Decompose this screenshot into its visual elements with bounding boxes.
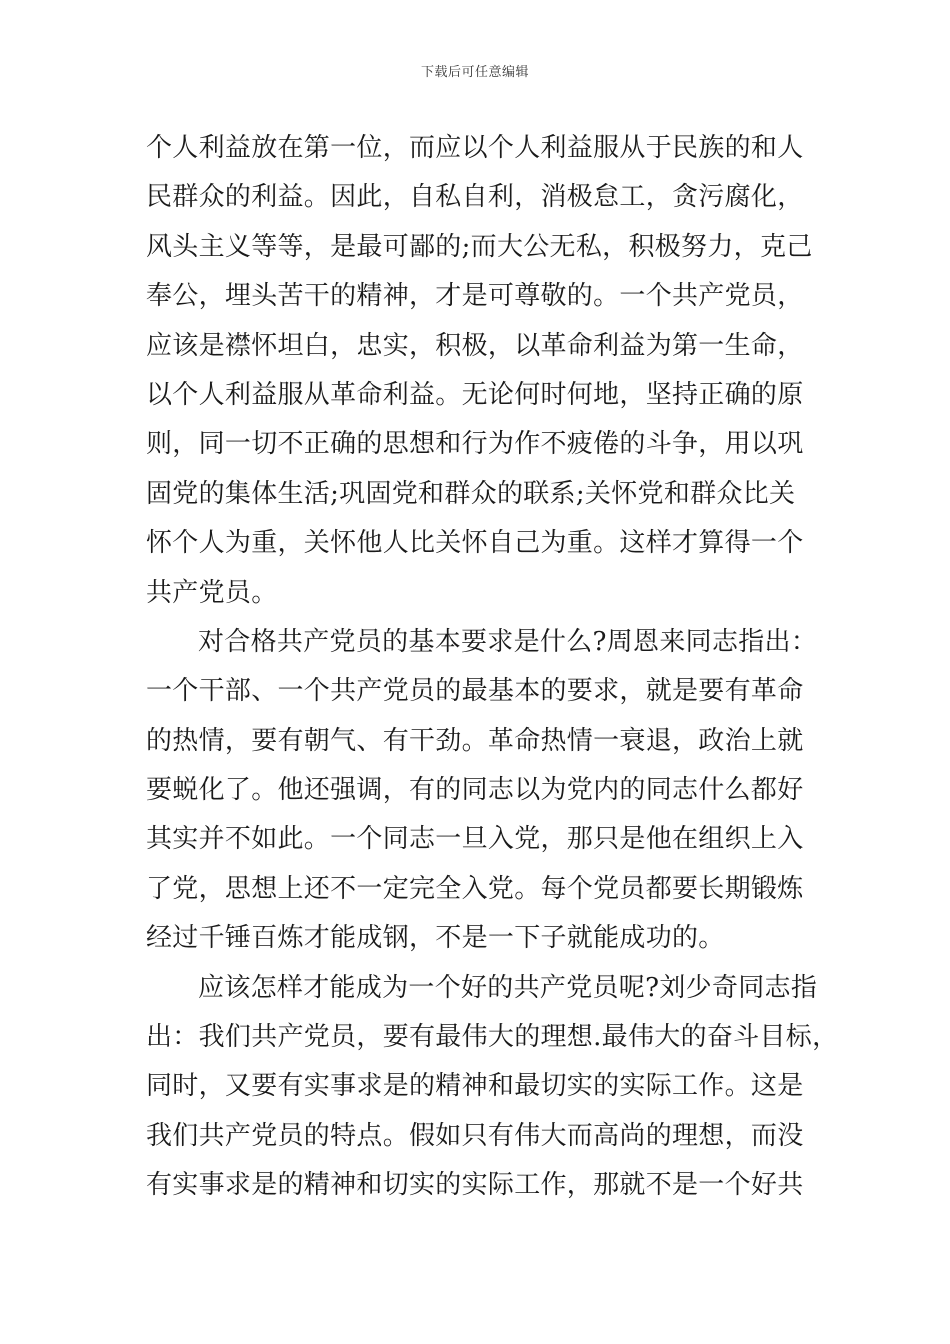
- text-line: 要蜕化了。他还强调，有的同志以为党内的同志什么都好: [146, 775, 804, 806]
- paragraph-first-line: 对合格共产党员的基本要求是什么?周恩来同志指出：: [198, 626, 818, 657]
- page-header-note: 下载后可任意编辑: [420, 65, 529, 80]
- text-line: 的热情，要有朝气、有干劲。革命热情一衰退，政治上就: [146, 725, 804, 756]
- text-line: 奉公，埋头苦干的精神，才是可尊敬的。一个共产党员，: [146, 281, 804, 312]
- text-line: 则，同一切不正确的思想和行为作不疲倦的斗争，用以巩: [146, 429, 804, 460]
- text-line: 民群众的利益。因此，自私自利，消极怠工，贪污腐化，: [146, 182, 804, 213]
- text-line: 以个人利益服从革命利益。无论何时何地，坚持正确的原: [146, 379, 804, 410]
- text-line: 共产党员。: [146, 577, 278, 608]
- text-line: 固党的集体生活;巩固党和群众的联系;关怀党和群众比关: [146, 478, 796, 509]
- body-text: [146, 124, 839, 1211]
- text-line: 怀个人为重，关怀他人比关怀自己为重。这样才算得一个: [146, 528, 804, 559]
- text-line: 同时，又要有实事求是的精神和最切实的实际工作。这是: [146, 1071, 804, 1102]
- paragraph-first-line: 应该怎样才能成为一个好的共产党员呢?刘少奇同志指: [198, 972, 818, 1003]
- text-line: 应该是襟怀坦白，忠实，积极，以革命利益为第一生命，: [146, 330, 804, 361]
- text-line: 出：我们共产党员，要有最伟大的理想.最伟大的奋斗目标，: [146, 1022, 839, 1053]
- text-line: 其实并不如此。一个同志一旦入党，那只是他在组织上入: [146, 824, 804, 855]
- text-line: 我们共产党员的特点。假如只有伟大而高尚的理想，而没: [146, 1120, 804, 1151]
- text-line: 经过千锤百炼才能成钢，不是一下子就能成功的。: [146, 923, 725, 954]
- text-line: 有实事求是的精神和切实的实际工作，那就不是一个好共: [146, 1170, 804, 1201]
- text-line: 一个干部、一个共产党员的最基本的要求，就是要有革命: [146, 676, 804, 707]
- text-line: 风头主义等等，是最可鄙的;而大公无私，积极努力，克己: [146, 231, 813, 262]
- text-line: 个人利益放在第一位，而应以个人利益服从于民族的和人: [146, 133, 804, 163]
- text-line: 了党，思想上还不一定完全入党。每个党员都要长期锻炼: [146, 873, 804, 904]
